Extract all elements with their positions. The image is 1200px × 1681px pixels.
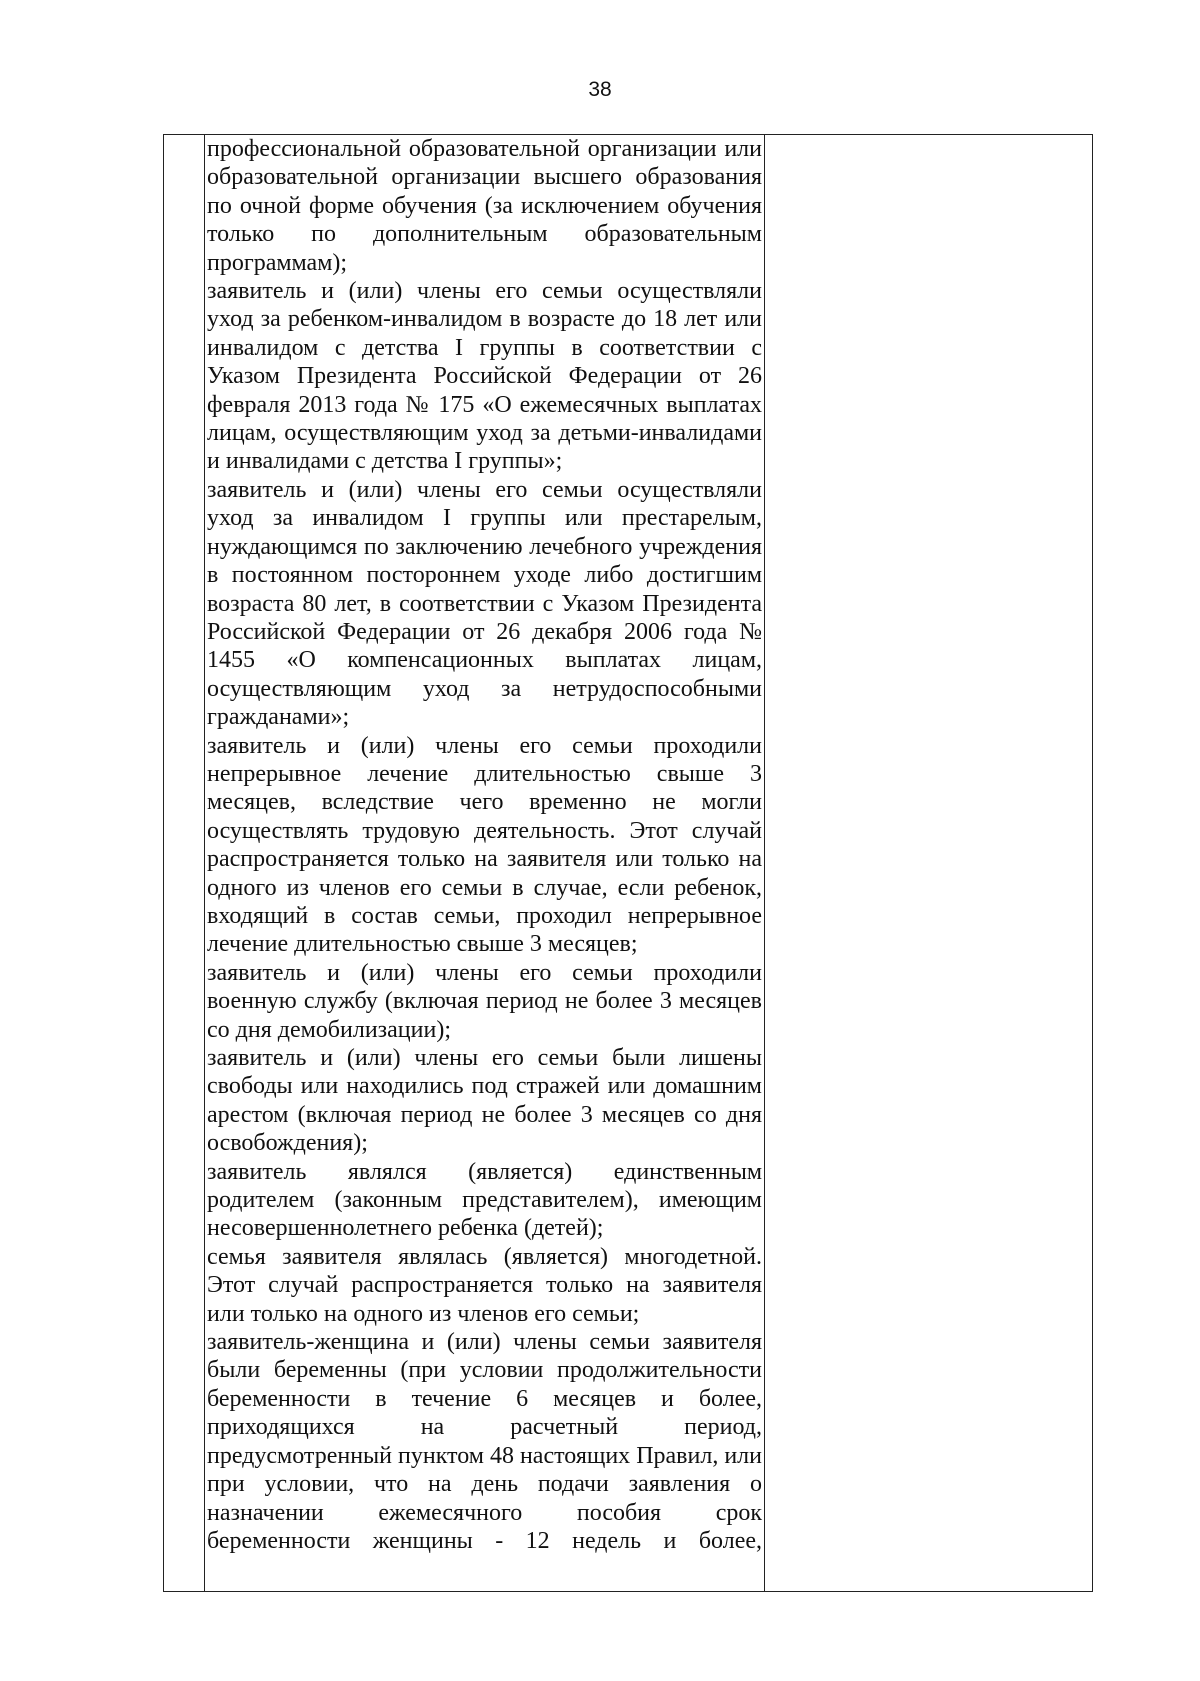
paragraph-9: заявитель-женщина и (или) члены семьи заявителя были беременны (при условии продолжительности беременности в течение 6 месяцев и более, приходящихся на расчетный период, предусмотренный пунктом 48 настоящих Правил, или при условии, что на день подачи заявления о назначении ежемесячного пособия срок беременности женщины - 12 недель и более,	[207, 1329, 762, 1554]
document-table	[163, 134, 1093, 1592]
paragraph-6: заявитель и (или) члены его семьи были лишены свободы или находились под стражей или домашним арестом (включая период не более 3 месяцев со дня освобождения);	[207, 1045, 762, 1157]
paragraph-8: семья заявителя являлась (является) многодетной. Этот случай распространяется только на заявителя или только на одного из членов его семьи;	[207, 1243, 762, 1327]
page-number: 38	[588, 78, 612, 101]
paragraph-2: заявитель и (или) члены его семьи осуществляли уход за ребенком-инвалидом в возрасте до 18 лет или инвалидом с детства I группы в соответствии с Указом Президента Российской Федерации от 26 февраля 2013 года № 175 «О ежемесячных выплатах лицам, осуществляющим уход за детьми-инвалидами и инвалидами с детства I группы»;	[207, 278, 762, 475]
paragraph-1: профессиональной образовательной организации или образовательной организации высшего образования по очной форме обучения (за исключением обучения только по дополнительным образовательным программам);	[207, 136, 762, 276]
paragraph-7: заявитель являлся (является) единственным родителем (законным представителем), имеющим несовершеннолетнего ребенка (детей);	[207, 1158, 762, 1242]
table-column-main	[205, 135, 765, 1591]
paragraph-4: заявитель и (или) члены его семьи проходили непрерывное лечение длительностью свыше 3 месяцев, вследствие чего временно не могли осуществлять трудовую деятельность. Этот случай распространяется только на заявителя или только на одного из членов его семьи в случае, если ребенок, входящий в состав семьи, проходил непрерывное лечение длительностью свыше 3 месяцев;	[207, 732, 762, 958]
table-column-left	[164, 135, 205, 1591]
table-column-right	[765, 135, 1092, 1591]
paragraph-5: заявитель и (или) члены его семьи проходили военную службу (включая период не более 3 месяцев со дня демобилизации);	[207, 959, 762, 1043]
paragraph-3: заявитель и (или) члены его семьи осуществляли уход за инвалидом I группы или престарелым, нуждающимся по заключению лечебного учреждения в постоянном постороннем уходе либо достигшим возраста 80 лет, в соответствии с Указом Президента Российской Федерации от 26 декабря 2006 года № 1455 «О компенсационных выплатах лицам, осуществляющим уход за нетрудоспособными гражданами»;	[207, 476, 762, 731]
